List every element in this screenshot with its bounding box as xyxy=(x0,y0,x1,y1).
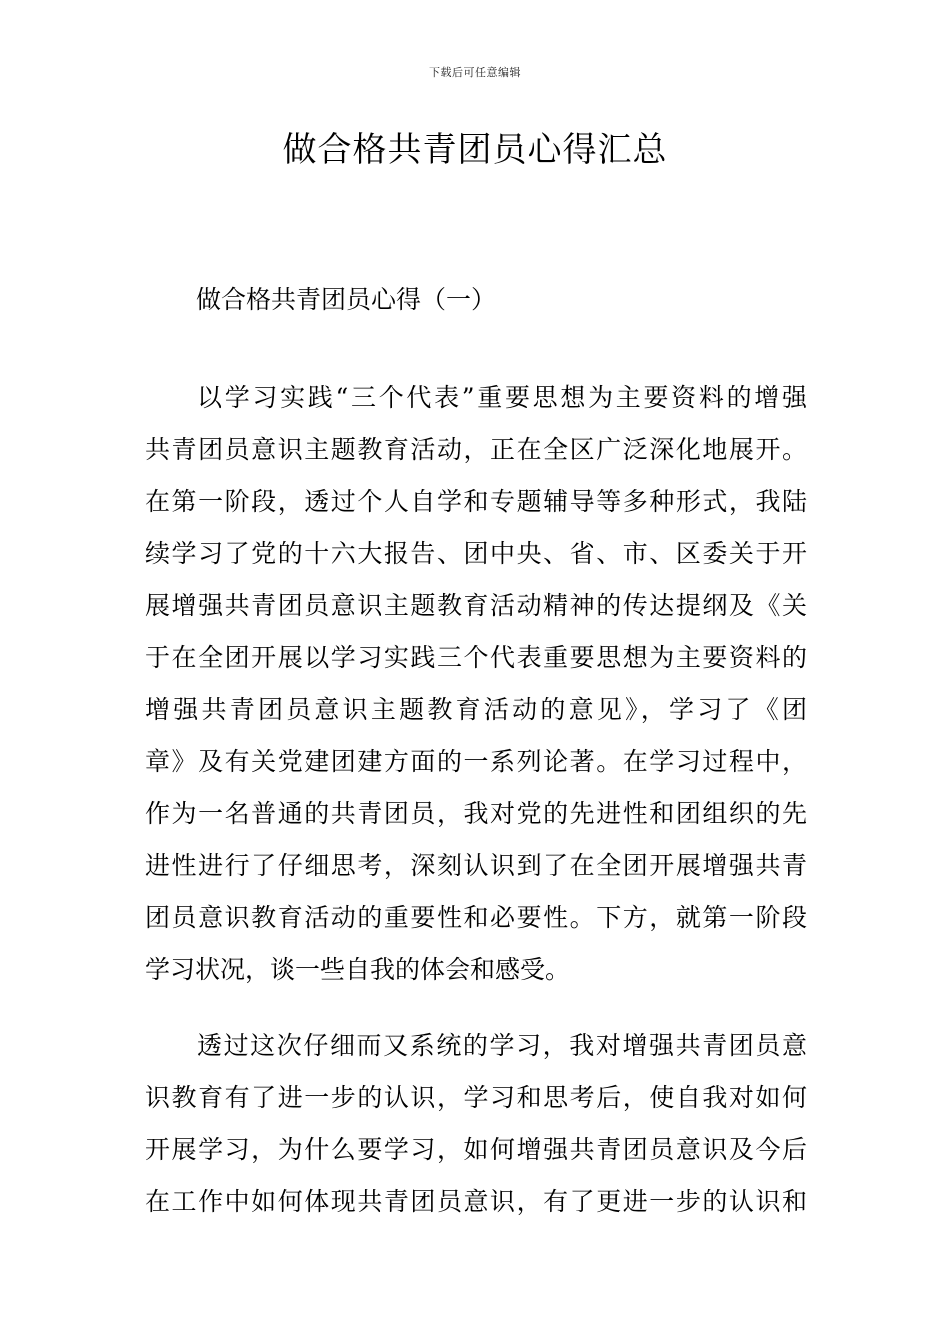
document-title: 做合格共青团员心得汇总 xyxy=(282,130,668,170)
paragraph-line: 开展学习，为什么要学习，如何增强共青团员意识及今后 xyxy=(145,1135,807,1164)
paragraph-1 xyxy=(145,372,807,996)
paragraph-line: 章》及有关党建团建方面的一系列论著。在学习过程中， xyxy=(145,747,807,776)
paragraph-line: 于在全团开展以学习实践三个代表重要思想为主要资料的 xyxy=(145,643,807,672)
paragraph-line: 进性进行了仔细思考，深刻认识到了在全团开展增强共青 xyxy=(145,851,807,880)
section-title: 做合格共青团员心得（一） xyxy=(196,285,497,314)
paragraph-line: 展增强共青团员意识主题教育活动精神的传达提纲及《关 xyxy=(145,591,807,620)
paragraph-line: 团员意识教育活动的重要性和必要性。下方，就第一阶段 xyxy=(145,903,807,932)
paragraph-line: 学习状况，谈一些自我的体会和感受。 xyxy=(145,955,571,984)
paragraph-line: 以学习实践“三个代表”重要思想为主要资料的增强 xyxy=(197,383,807,412)
paragraph-line: 在第一阶段，透过个人自学和专题辅导等多种形式，我陆 xyxy=(145,487,807,516)
paragraph-line: 共青团员意识主题教育活动，正在全区广泛深化地展开。 xyxy=(145,435,807,464)
paragraph-line: 续学习了党的十六大报告、团中央、省、市、区委关于开 xyxy=(145,539,807,568)
paragraph-line: 在工作中如何体现共青团员意识，有了更进一步的认识和 xyxy=(145,1187,807,1216)
paragraph-2 xyxy=(145,1020,807,1228)
paragraph-line: 增强共青团员意识主题教育活动的意见》，学习了《团 xyxy=(145,695,807,724)
paragraph-line: 作为一名普通的共青团员，我对党的先进性和团组织的先 xyxy=(145,799,807,828)
header-note: 下载后可任意编辑 xyxy=(429,66,521,79)
paragraph-line: 识教育有了进一步的认识，学习和思考后，使自我对如何 xyxy=(145,1083,807,1112)
paragraph-line: 透过这次仔细而又系统的学习，我对增强共青团员意 xyxy=(197,1031,807,1060)
